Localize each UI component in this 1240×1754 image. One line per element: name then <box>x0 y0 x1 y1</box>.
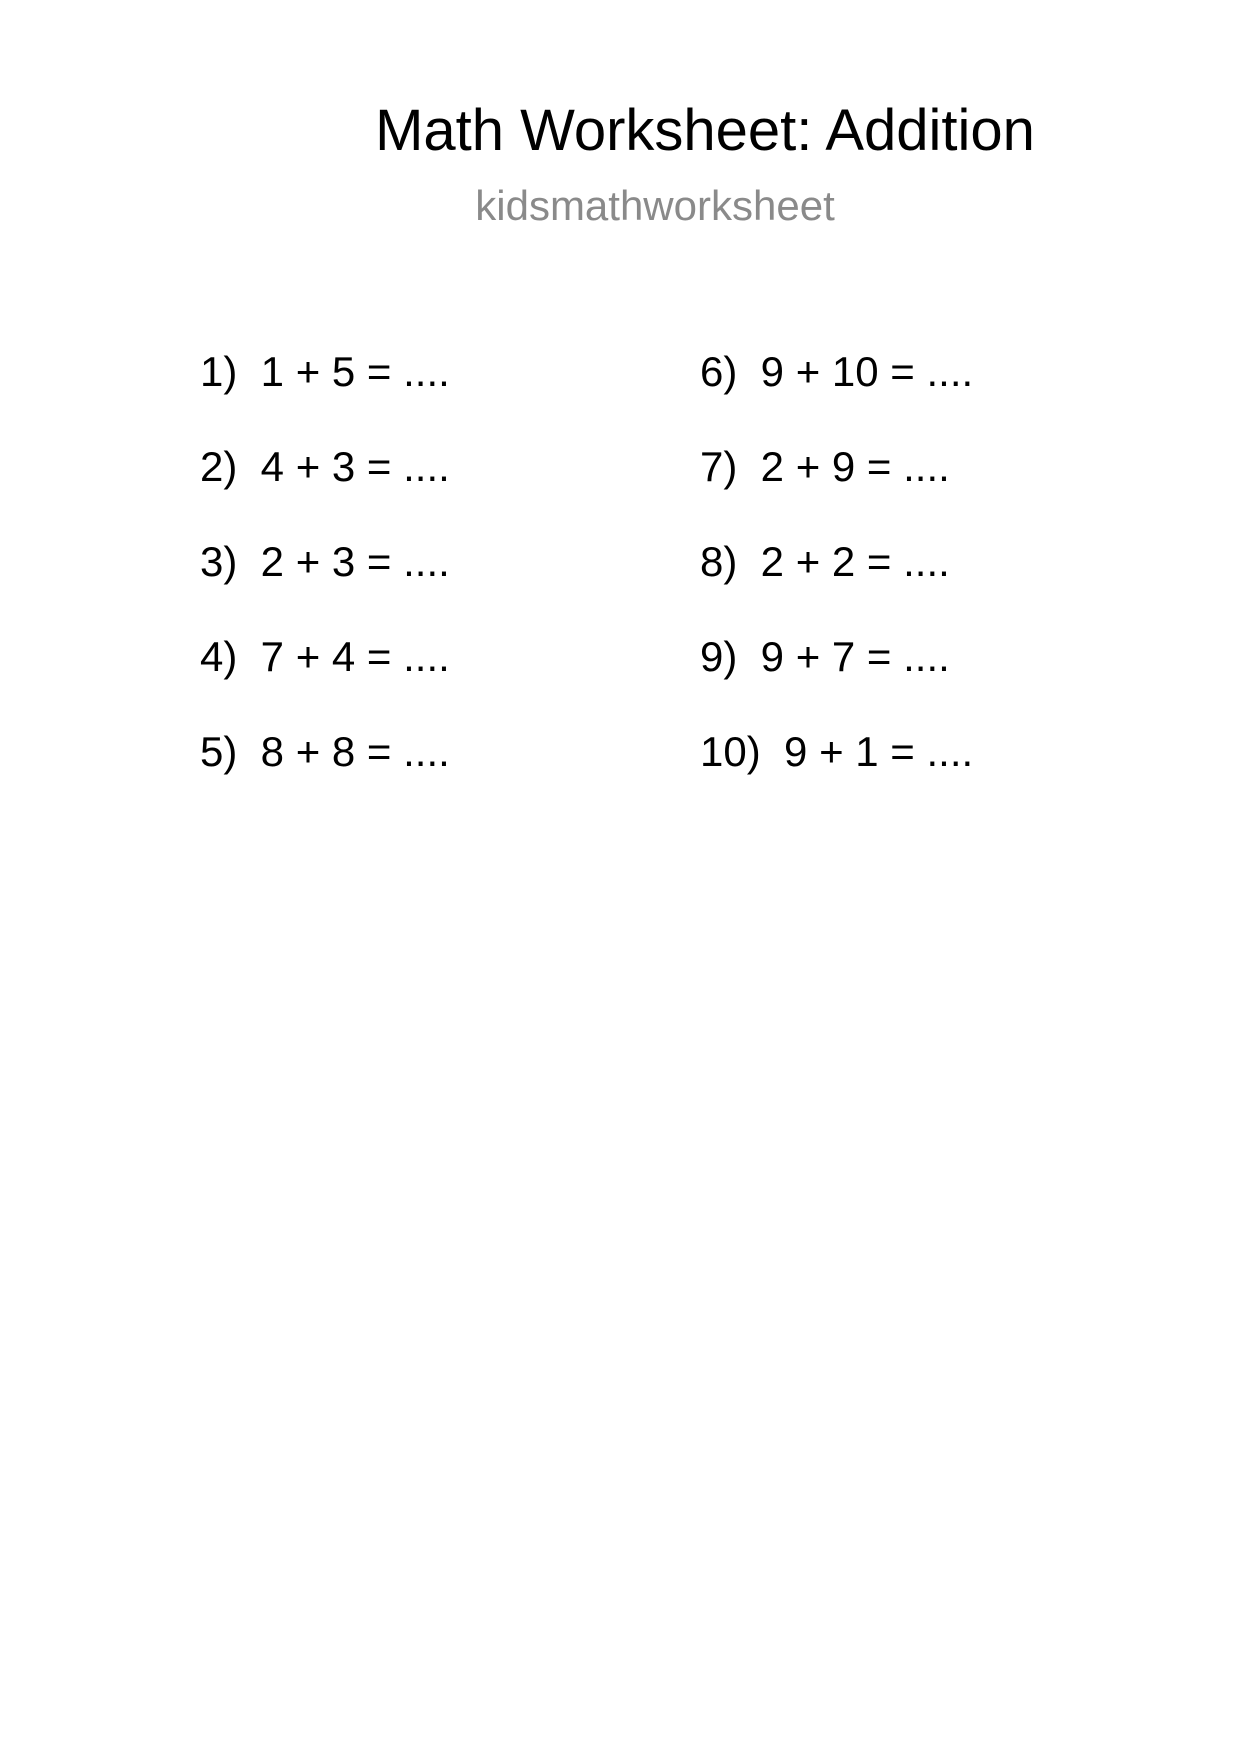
page-subtitle: kidsmathworksheet <box>475 182 835 229</box>
problem-item: 1) 1 + 5 = .... <box>200 348 450 395</box>
page-title: Math Worksheet: Addition <box>375 98 1035 163</box>
problem-item: 9) 9 + 7 = .... <box>700 633 950 680</box>
problem-item: 7) 2 + 9 = .... <box>700 443 950 490</box>
problem-column-left <box>200 348 450 823</box>
problem-item: 8) 2 + 2 = .... <box>700 538 950 585</box>
problem-item: 4) 7 + 4 = .... <box>200 633 450 680</box>
problem-item: 6) 9 + 10 = .... <box>700 348 974 395</box>
problem-item: 10) 9 + 1 = .... <box>700 728 974 775</box>
problem-column-right <box>700 348 973 823</box>
problem-item: 5) 8 + 8 = .... <box>200 728 450 775</box>
problem-item: 2) 4 + 3 = .... <box>200 443 450 490</box>
problem-item: 3) 2 + 3 = .... <box>200 538 450 585</box>
